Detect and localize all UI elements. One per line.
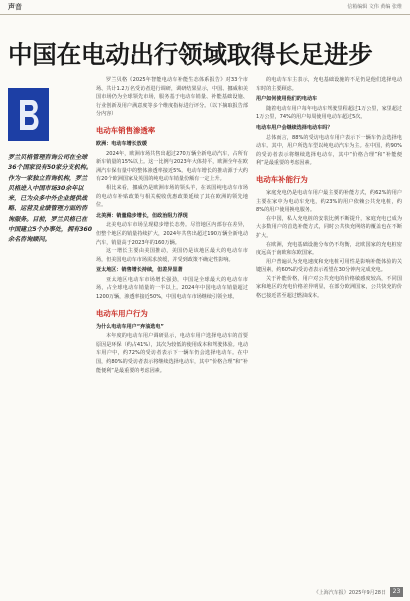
section-tag: 声音 (8, 3, 22, 11)
paragraph: 2024年，欧洲市场共售出超过270万辆全新电动汽车，占所有新车销量的15%以上。这一比例与2023年大体持平，欧洲全年在欧洲汽车保有量中的整体渗透率接近5%。电动车增长的推动源于大约有20个欧洲国家及英国的纯电动车销量份额有一定上升。 (96, 150, 248, 183)
paragraph: 罗兰贝格《2025年智能电动车补能生态体系报告》对33个市场、共计1.2万名受访者进行调研，调研结果显示，中国、挪威和美国市场仍为全球领先市场，服务基于电动车销量、补能基础设施、行业创新及用户满意度等多个维度指标进行评分。（以下摘取报告部分内容） (96, 77, 248, 118)
roland-berger-logo-icon (8, 88, 49, 141)
section-heading: 电动车补能行为 (256, 174, 308, 184)
paragraph: 用户普遍认为充电速度和充电桩可用性是影响补能体验的关键因素，约60%的受访者表示希望在30分钟内完成充电。 (256, 258, 402, 274)
top-bar (0, 0, 410, 15)
paragraph: 这一增长主要由美国推动，美国仍是该地区最大的电动车市场，但美国电动车市场需求放缓，并受到政策不确定性影响。 (96, 248, 248, 263)
company-bio: 罗兰贝格管理咨询公司在全球36个国家设有50家分支机构。作为一家独立咨询机构，罗兰贝格进入中国市场30余年以来，已为众多中外企业提供战略、运营及业绩管理方面的咨询服务。目前，罗兰贝格已在中国建立5个办事处，拥有360余名咨询顾问。 (8, 154, 92, 244)
subheading: 亚太地区：销售增长持续，但差异显著 (96, 267, 183, 274)
footer-publication: 《上海汽车报》2025年9月28日 (313, 590, 386, 596)
subheading: 电动车用户会继续选择电动车吗？ (256, 124, 333, 131)
paragraph: 随着电动车用户每年电动车驾驶里程超过1万公里，家里超过1万公里，74%的用户每周使用电动车超过5次。 (256, 105, 402, 121)
paragraph: 在欧洲，充电基础设施分布仍不均衡，北欧国家的充电桩密度远高于南欧和东欧国家。 (256, 241, 402, 257)
section-heading: 电动车销售渗透率 (96, 125, 156, 135)
paragraph: 北美电动车市场呈现稳步增长态势。尽管地区内部存在差异，但整个地区的销量持续扩大，2024年共售出超过190万辆全新电动汽车，销量高于2023年的160万辆。 (96, 222, 248, 246)
subheading: 北美洲：销量稳步增长，但政治阻力浮现 (96, 212, 188, 219)
paragraph: 亚太地区电动车市场增长强劲，中国是全球最大的电动车市场，占全球电动车销量的一半以上。2024年中国电动车销量超过1200万辆，渗透率接近50%，中国电动车市场继续引领全球。 (96, 276, 248, 301)
article-column-1 (96, 76, 248, 375)
section-heading: 电动车用户行为 (96, 308, 148, 318)
subheading: 用户如何使用他们的电动车 (256, 96, 318, 103)
editor-credits: 信箱编辑 文伟 黄编 张维 (347, 4, 402, 10)
paragraph: 相比来看，挪威仍是欧洲市场的领头羊，在该国纯电动车市场的电动车补贴政策与相关税收优惠政策延续了其在欧洲的领先地位。 (96, 184, 248, 209)
subheading: 欧洲：电动车增长放缓 (96, 140, 147, 147)
paragraph: 本年度的电动车用户调研显示，电动车用户选择电动车的首要原因是环保（约占41%），其次为较低的使用成本和驾驶体验。电动车用户中，约72%的受访者表示下一辆车仍会选择电动车。在中国，约80%的受访者表示将继续选择电动车，其中“价格合理”和“补能便利”是最重要的考虑因素。 (96, 333, 248, 374)
page-footer (0, 585, 410, 601)
paragraph: 总体而言，88%的受访电动车用户表示下一辆车仍会选择电动车。其中，用户所选车型以纯电动汽车为主。在中国，约90%的受访者表示将继续选择电动车，其中“价格合理”和“补能便利”是最重要的考虑因素。 (256, 134, 402, 167)
paragraph: 家庭充电仍是电动车用户最主要的补能方式，约62%的用户主要在家中为电动车充电，约23%的用户依赖公共充电桩，约8%的用户使用换电服务。 (256, 189, 402, 214)
article-title: 中国在电动出行领域取得长足进步 (8, 40, 373, 69)
paragraph: 的电动车车主表示，充电基础设施的不足仍是他们选择电动车时的主要顾虑。 (256, 77, 402, 92)
subheading: 为什么电动车用户“弃油选电” (96, 323, 164, 330)
page-number: 23 (390, 587, 403, 597)
paragraph: 在中国，私人充电桩的安装比例不断提升，家庭充电已成为大多数用户的首选补能方式，同时公共快充网络的覆盖也在不断扩大。 (256, 215, 402, 239)
paragraph: 关于补能价格，用户对公共充电的价格敏感度较高，不同国家和地区的充电价格差异明显，在部分欧洲国家，公共快充的价格已接近甚至超过燃油成本。 (256, 275, 402, 300)
article-column-2 (256, 76, 402, 301)
